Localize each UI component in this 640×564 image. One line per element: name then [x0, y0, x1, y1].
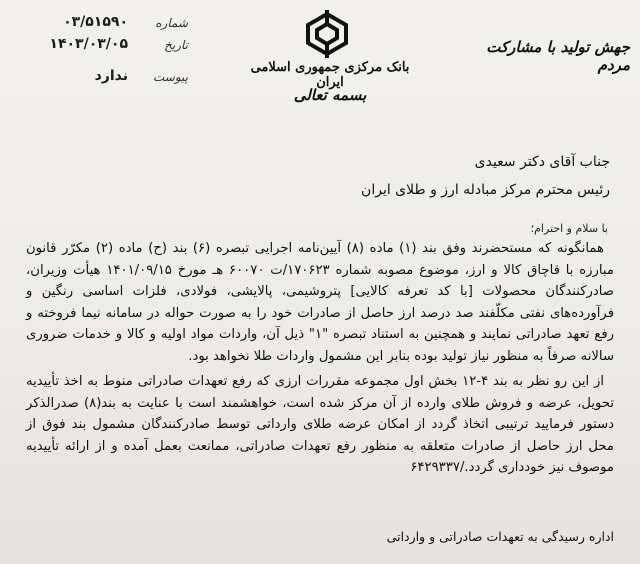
attachment-label: پیوست [153, 70, 188, 84]
letter-footer [26, 528, 614, 546]
letter-meta [28, 14, 198, 90]
recipient-block [50, 148, 610, 204]
greeting: با سلام و احترام؛ [530, 222, 608, 235]
bank-logo [282, 10, 372, 58]
recipient-title: رئیس محترم مرکز مبادله ارز و طلای ایران [361, 182, 610, 198]
slogan: جهش تولید با مشارکت مردم [486, 38, 630, 74]
bank-logo-icon [300, 10, 354, 58]
number-value: ۰۳/۵۱۵۹۰ [63, 14, 128, 30]
recipient-name: جناب آقای دکتر سعیدی [474, 154, 610, 170]
meta-date-row [28, 36, 198, 58]
number-label: شماره [155, 16, 188, 30]
department-name: اداره رسیدگی به تعهدات صادراتی و وارداتی [386, 529, 614, 544]
meta-attachment-row [28, 68, 198, 90]
date-value: ۱۴۰۳/۰۳/۰۵ [49, 36, 128, 52]
date-label: تاریخ [164, 38, 188, 52]
letter-body [26, 238, 614, 483]
meta-number-row [28, 14, 198, 36]
bank-signature-text: بسمه تعالی [293, 86, 367, 104]
body-paragraph-1: همانگونه که مستحضرند وفق بند (۱) ماده (۸) آیین‌نامه اجرایی تبصره (۶) بند (ح) ماده (۲) مکرّر قانون مبارزه با قاچاق کالا و ارز، موضوع مصوبه شماره ۱۷۰۶۲۳/ت ۶۰۰۷۰ هـ مورخ ۱۴۰۱/۰۹/۱۵ هیأت وزیران، صادرکنندگان محصولات [با کد تعرفه کالایی] پتروشیمی، پالایشی، فولادی، فلزات اساسی رنگین و فرآورده‌های نفتی مکلّفند صد درصد ارز حاصل از صادرات خود را به صورت حواله در سامانه نیما فروخته و رفع تعهد صادراتی نمایند و همچنین به استناد تبصره "۱" ذیل آن، واردات مواد اولیه و کالا و خدمات ضروری سالانه صرفاً به منظور نیاز تولید بوده بنابر این مشمول واردات طلا نخواهد بود. [26, 241, 614, 364]
bank-name: بانک مرکزی جمهوری اسلامی ایران [250, 60, 410, 90]
body-paragraph-2: از این رو نظر به بند ۴-۱۲ بخش اول مجموعه مقررات ارزی که رفع تعهدات صادراتی منوط به اخذ تأییدیه تحویل، عرضه و فروش طلای وارده از آن مرکز شده است، خواهشمند است با عنایت به بند(۸) صدرالذکر دستور فرمایید ترتیبی اتخاذ گردد از امکان عرضه طلای وارداتی توسط صادرکنندگان مشمول بند فوق از محل ارز حاصل از صادرات متعلقه به منظور رفع تعهدات صادراتی، ممانعت بعمل آمده و از ارائه تأییدیه موصوف نیز خودداری گردد./۶۴۲۹۳۳۷ [26, 374, 615, 475]
attachment-value: ندارد [94, 68, 128, 84]
